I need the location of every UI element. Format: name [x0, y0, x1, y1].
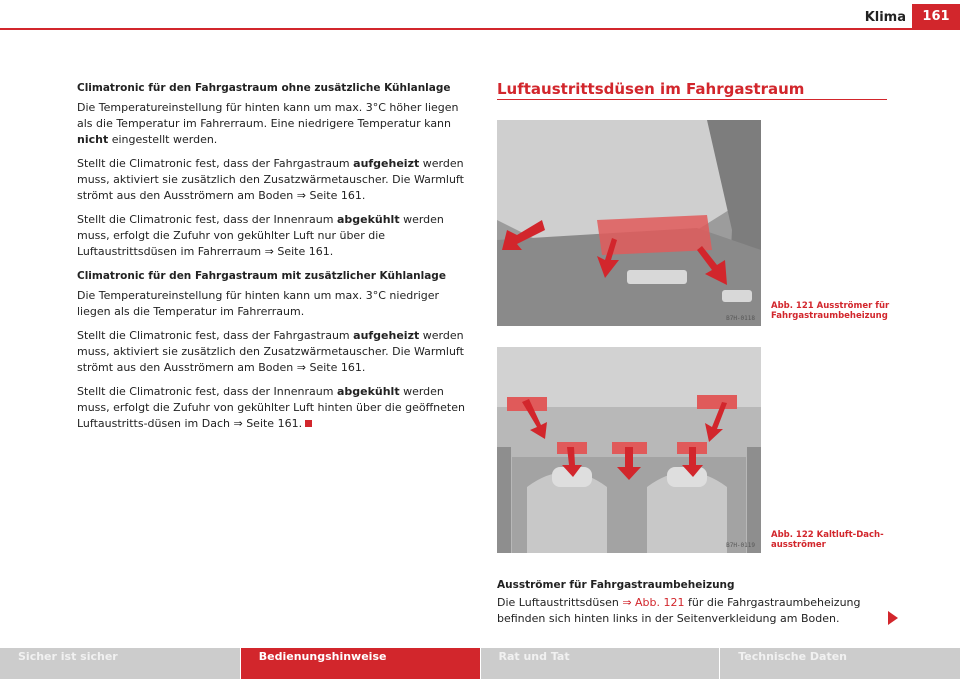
figure-code: B7H-0119 [726, 542, 755, 549]
end-of-section-marker [305, 420, 312, 427]
footer-tab-sicher[interactable]: Sicher ist sicher [0, 648, 240, 679]
paragraph: Stellt die Climatronic fest, dass der Fahrgastraum aufgeheizt werden muss, aktiviert sie zusätzlich den Zusatzwärmetauscher. Die Warmluft strömt aus den Ausströmern am Boden ⇒ Seite 161. [77, 329, 464, 374]
next-page-arrow-icon[interactable] [888, 611, 898, 625]
car-interior-illustration [497, 120, 761, 326]
figure-reference-link[interactable]: ⇒ Abb. 121 [622, 596, 685, 609]
figure-rear-heating-vents [497, 120, 761, 326]
chapter-title: Klima [864, 10, 906, 25]
footer-nav [0, 648, 960, 679]
section-heading-with-cooling: Climatronic für den Fahrgastraum mit zusätzlicher Kühlanlage [77, 270, 446, 282]
figure-caption-122: Abb. 122 Kaltluft-Dach-ausströmer [771, 530, 884, 550]
footer-tab-rat-und-tat[interactable]: Rat und Tat [481, 648, 720, 679]
paragraph: Stellt die Climatronic fest, dass der Innenraum abgekühlt werden muss, erfolgt die Zufuhr von gekühlter Luft nur über die Luftaustrittsdüsen im Fahrerraum ⇒ Seite 161. [77, 213, 444, 258]
footer-tab-bedienungshinweise[interactable]: Bedienungshinweise [241, 648, 480, 679]
footer-tab-technische-daten[interactable]: Technische Daten [720, 648, 960, 679]
paragraph: Stellt die Climatronic fest, dass der Fahrgastraum aufgeheizt werden muss, aktiviert sie zusätzlich den Zusatzwärmetauscher. Die Warmluft strömt aus den Ausströmern am Boden ⇒ Seite 161. [77, 157, 464, 202]
header-divider [0, 28, 960, 30]
page-number: 161 [912, 4, 960, 30]
paragraph: Stellt die Climatronic fest, dass der Innenraum abgekühlt werden muss, erfolgt die Zufuhr von gekühlter Luft hinten über die geöffneten Luftaustritts-düsen im Dach ⇒ Seite 161. [77, 385, 465, 430]
paragraph: Die Luftaustrittsdüsen ⇒ Abb. 121 für die Fahrgastraumbeheizung befinden sich hinten links in der Seitenverkleidung am Boden. [497, 596, 861, 625]
section-title: Luftaustrittsdüsen im Fahrgastraum [497, 80, 805, 98]
subsection-heading: Ausströmer für Fahrgastraumbeheizung [497, 579, 735, 591]
section-heading-without-cooling: Climatronic für den Fahrgastraum ohne zusätzliche Kühlanlage [77, 82, 451, 94]
paragraph: Die Temperatureinstellung für hinten kann um max. 3°C niedriger liegen als die Temperatur im Fahrerraum. [77, 289, 440, 318]
page-header [0, 0, 960, 30]
right-column-text [497, 577, 889, 627]
paragraph: Die Temperatureinstellung für hinten kann um max. 3°C höher liegen als die Temperatur im Fahrerraum. Eine niedrigere Temperatur kann nicht eingestellt werden. [77, 101, 459, 146]
figure-caption-121: Abb. 121 Ausströmer für Fahrgastraumbeheizung [771, 301, 890, 321]
figure-roof-cold-air-vents [497, 347, 761, 553]
left-column [77, 80, 467, 440]
roof-vents-illustration [497, 347, 761, 553]
section-title-underline [497, 99, 887, 100]
figure-code: B7H-0118 [726, 315, 755, 322]
